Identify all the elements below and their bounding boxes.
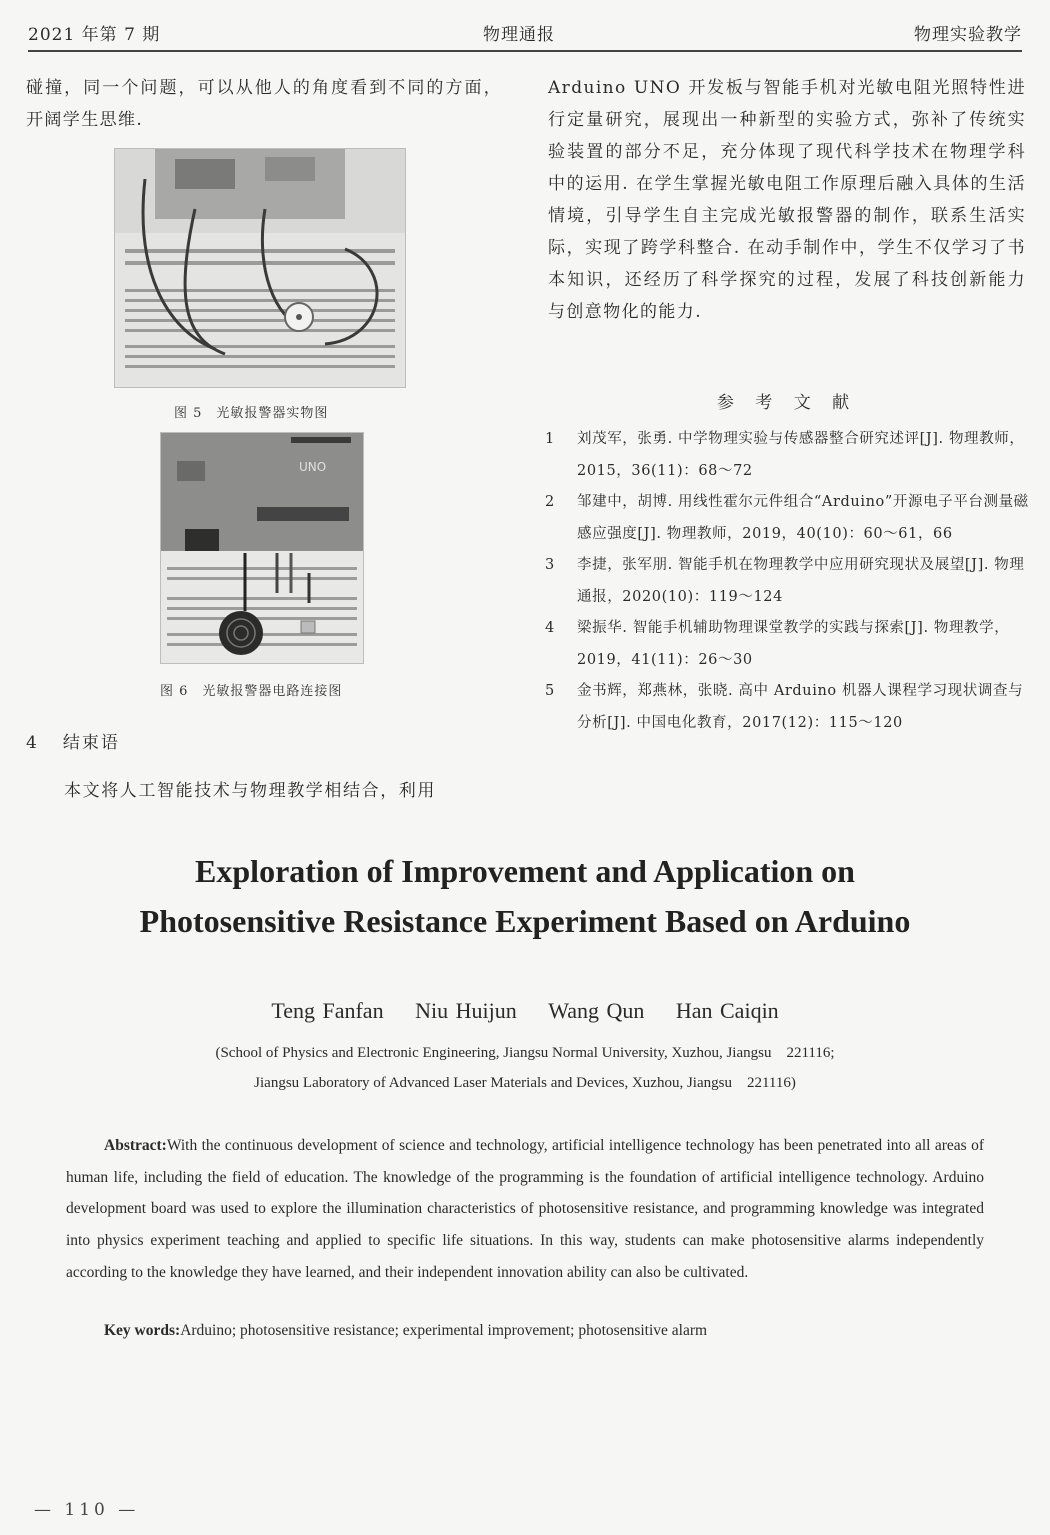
affiliation: [0, 1038, 1050, 1098]
reference-item: 4 梁振华. 智能手机辅助物理课堂教学的实践与探索[J]. 物理教学，2019，41(11)：26～30: [545, 620, 1010, 668]
english-title: [0, 846, 1050, 946]
figure-5-photo: [114, 148, 406, 388]
author-name: Teng Fanfan: [271, 998, 384, 1023]
author-name: Han Caiqin: [675, 998, 779, 1023]
journal-name: 物理通报: [483, 25, 555, 45]
figure-5-caption: 图 5 光敏报警器实物图: [174, 406, 329, 421]
uno-board-label: UNO: [299, 460, 327, 474]
references-heading: 参 考 文 献: [716, 393, 858, 413]
conclusion-first-line: 本文将人工智能技术与物理教学相结合，利用: [64, 781, 436, 801]
english-title-line-2: Photosensitive Resistance Experiment Based on Arduino: [139, 903, 911, 939]
reference-item: 2 邹建中，胡博. 用线性霍尔元件组合“Arduino”开源电子平台测量磁感应强度[J]. 物理教师，2019，40(10)：60～61，66: [545, 494, 1029, 542]
abstract: [66, 1130, 984, 1289]
figure-6-caption: 图 6 光敏报警器电路连接图: [160, 684, 343, 699]
reference-item: 1 刘茂军，张勇. 中学物理实验与传感器整合研究述评[J]. 物理教师，2015，36(11)：68～72: [545, 431, 1025, 479]
column-name: 物理实验教学: [914, 25, 1022, 45]
page-number: — 110 —: [34, 1500, 140, 1520]
running-header: [28, 14, 1022, 52]
conclusion-paragraph: Arduino UNO 开发板与智能手机对光敏电阻光照特性进行定量研究，展现出一种新型的实验方式，弥补了传统实验装置的部分不足，充分体现了现代科学技术在物理学科中的运用. 在学生掌握光敏电阻工作原理后融入具体的生活情境，引导学生自主完成光敏报警器的制作，联系生活实际，实现了跨学科整合. 在动手制作中，学生不仅学习了书本知识，还经历了科学探究的过程，发展了科技创新能力与创意物化的能力.: [548, 78, 1026, 322]
figure-6-diagram: [160, 432, 364, 664]
section-number: 4: [26, 733, 39, 753]
affiliation-line-1: (School of Physics and Electronic Engineering, Jiangsu Normal University, Xuzhou, Jiangsu 221116;: [215, 1045, 835, 1061]
circuit-illustration: [161, 433, 363, 663]
english-title-line-1: Exploration of Improvement and Application on: [195, 853, 855, 889]
keywords: [104, 1322, 707, 1340]
abstract-label: Abstract:: [104, 1137, 167, 1154]
abstract-text: With the continuous development of science and technology, artificial intelligence technology has been penetrated into all areas of human life, including the field of education. The knowledge of the programming is the foundation of artificial intelligence technology. Arduino development board was used to explore the illumination characteristics of photosensitive resistance, and programming knowledge was integrated into physics experiment teaching and applied to specific life situations. In this way, students can make photosensitive alarms independently according to the knowledge they have learned, and their independent innovation ability can also be cultivated.: [66, 1137, 984, 1281]
left-paragraph: 碰撞，同一个问题，可以从他人的角度看到不同的方面，开阔学生思维.: [26, 78, 502, 130]
left-column-text: [26, 72, 502, 136]
issue-label: 2021 年第 7 期: [28, 25, 161, 45]
author-list: [0, 998, 1050, 1024]
reference-item: 3 李捷，张军朋. 智能手机在物理教学中应用研究现状及展望[J]. 物理通报，2020(10)：119～124: [545, 557, 1025, 605]
reference-list: [545, 424, 1029, 739]
affiliation-line-2: Jiangsu Laboratory of Advanced Laser Materials and Devices, Xuzhou, Jiangsu 221116): [254, 1075, 796, 1091]
reference-item: 5 金书辉，郑燕林，张晓. 高中 Arduino 机器人课程学习现状调查与分析[J]. 中国电化教育，2017(12)：115～120: [545, 683, 1024, 731]
keywords-text: Arduino; photosensitive resistance; experimental improvement; photosensitive alarm: [180, 1322, 708, 1339]
author-name: Wang Qun: [548, 998, 645, 1023]
right-column-text: [548, 72, 1026, 328]
keywords-label: Key words:: [104, 1322, 181, 1339]
section-title: 结束语: [62, 733, 120, 753]
section-heading: [26, 728, 120, 753]
author-name: Niu Huijun: [415, 998, 517, 1023]
breadboard-photo-illustration: [115, 149, 405, 387]
